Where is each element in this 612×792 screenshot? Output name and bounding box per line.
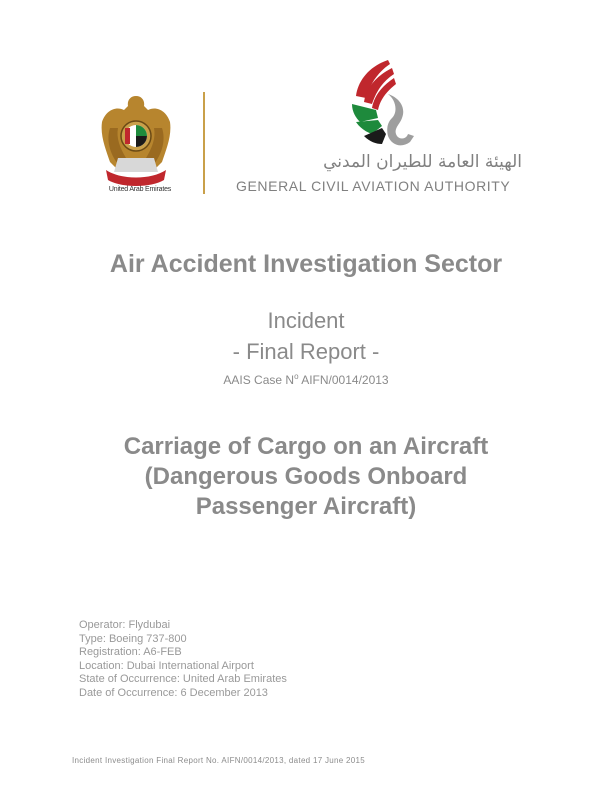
logo-divider (203, 92, 205, 194)
title-line: Carriage of Cargo on an Aircraft (123, 433, 489, 460)
case-number (0, 372, 612, 387)
detail-location: Location: Dubai International Airport (79, 659, 254, 672)
gcaa-name-english: GENERAL CIVIL AVIATION AUTHORITY (236, 178, 511, 194)
detail-registration: Registration: A6-FEB (79, 646, 182, 658)
detail-operator: Operator: Flydubai (79, 619, 171, 631)
detail-state: State of Occurrence: United Arab Emirates (79, 673, 287, 685)
gcaa-logo (330, 56, 420, 156)
case-superscript: o (294, 372, 299, 381)
occurrence-details (79, 619, 287, 700)
uae-emblem-logo (96, 88, 176, 198)
detail-type: Type: Boeing 737-800 (79, 632, 187, 645)
gcaa-name-arabic: الهيئة العامة للطيران المدني (323, 152, 522, 172)
report-type: Incident (267, 308, 345, 333)
title-line: (Dangerous Goods Onboard (144, 463, 468, 490)
case-prefix: AAIS Case N (223, 373, 295, 387)
report-subtitle: - Final Report - (232, 339, 380, 364)
uae-emblem-caption: United Arab Emirates (108, 186, 172, 193)
detail-date: Date of Occurrence: 6 December 2013 (79, 686, 268, 699)
case-id: AIFN/0014/2013 (298, 373, 389, 387)
report-title (0, 432, 612, 522)
title-line: Passenger Aircraft) (195, 493, 417, 520)
sector-title: Air Accident Investigation Sector (109, 250, 503, 278)
page-footer: Incident Investigation Final Report No. AIFN/0014/2013, dated 17 June 2015 (72, 756, 366, 765)
